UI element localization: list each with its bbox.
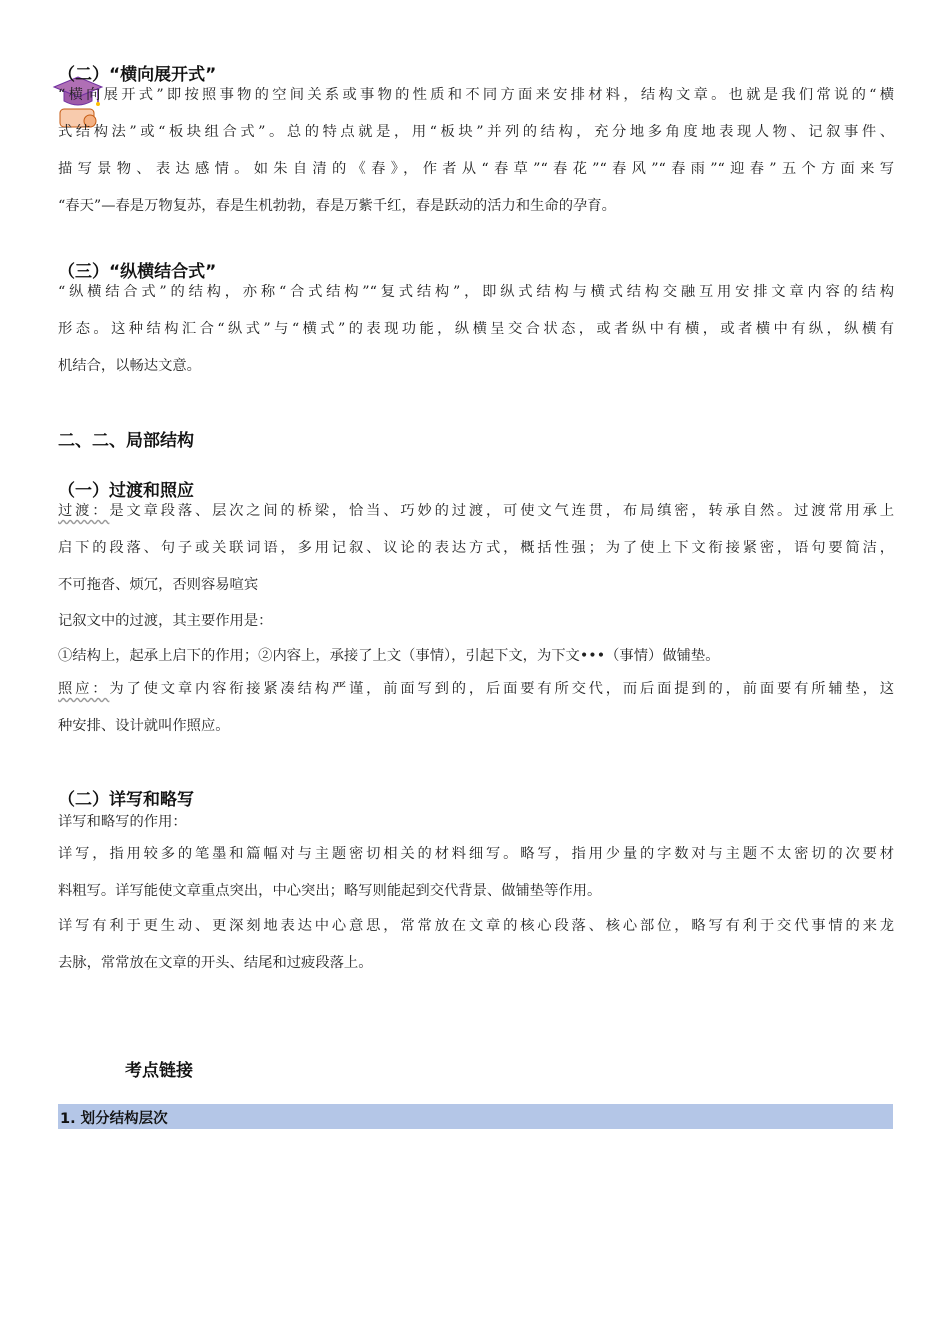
text-line: 料粗写。详写能使文章重点突出，中心突出；略写则能起到交代背景、做铺垫等作用。 [58,883,602,899]
exam-links-title: 考点链接 [125,1061,193,1081]
heading-local-structure: 二、二、局部结构 [58,431,194,451]
paragraph-transition [58,493,894,604]
text-line: 形态。这种结构汇合“纵式”与“横式”的表现功能，纵横呈交合状态，或者纵中有横，或者横中有纵，纵横有 [58,321,894,337]
term-echo: 照应： [58,681,110,697]
text-line: “春天”—春是万物复苏，春是生机勃勃，春是万紫千红，春是跃动的活力和生命的孕育。 [58,198,616,214]
text-line: “横向展开式”即按照事物的空间关系或事物的性质和不同方面来安排材料，结构文章。也就是我们常说的“横 [58,87,894,103]
text-line: ①结构上，起承上启下的作用；②内容上，承接了上文（事情），引起下文，为下文•••（事情）做铺垫。 [58,648,720,664]
heading-detail: （二）详写和略写 [58,790,194,810]
text-line [58,671,894,708]
text-line: 详写有利于更生动、更深刻地表达中心意思，常常放在文章的核心段落、核心部位，略写有利于交代事情的来龙 [58,918,894,934]
text-line: 种安排、设计就叫作照应。 [58,718,230,734]
heading-transition: （一）过渡和照应 [58,481,194,501]
term-transition: 过渡： [58,503,110,519]
exam-link-item: 1. 划分结构层次 [60,1111,168,1127]
paragraph-horizontal [58,77,894,225]
text-fragment: 是文章段落、层次之间的桥梁，恰当、巧妙的过渡，可使文气连贯，布局缜密，转承自然。过渡常用承上 [109,503,894,519]
text-line: 机结合，以畅达文意。 [58,358,201,374]
text-fragment: 为了使文章内容衔接紧凑结构严谨，前面写到的，后面要有所交代，而后面提到的，前面要有所辅垫，这 [109,681,894,697]
paragraph-echo [58,671,894,745]
paragraph-detail-1 [58,836,894,910]
heading-combined: （三）“纵横结合式” [58,262,217,282]
text-line: 去脉，常常放在文章的开头、结尾和过疲段落上。 [58,955,373,971]
paragraph-detail-2 [58,908,894,982]
text-line: “纵横结合式”的结构，亦称“合式结构”“复式结构”，即纵式结构与横式结构交融互用安排文章内容的结构 [58,284,894,300]
paragraph-combined [58,274,894,385]
text-line: 详写，指用较多的笔墨和篇幅对与主题密切相关的材料细写。略写，指用少量的字数对与主题不太密切的次要材 [58,846,894,862]
text-line: 详写和略写的作用： [58,814,187,830]
exam-link-bar [58,1104,893,1129]
text-line: 记叙文中的过渡，其主要作用是： [58,613,273,629]
text-line: 启下的段落、句子或关联词语，多用记叙、议论的表达方式，概括性强；为了使上下文衔接紧密，语句要简洁， [58,540,894,556]
heading-horizontal: （二）“横向展开式” [58,65,217,85]
text-line [58,493,894,530]
text-line: 式结构法”或“板块组合式”。总的特点就是，用“板块”并列的结构，充分地多角度地表现人物、记叙事件、 [58,124,894,140]
text-line: 描写景物、表达感情。如朱自清的《春》，作者从“春草”“春花”“春风”“春雨”“迎春”五个方面来写 [58,161,894,177]
text-line: 不可拖沓、烦冗，否则容易喧宾 [58,577,259,593]
